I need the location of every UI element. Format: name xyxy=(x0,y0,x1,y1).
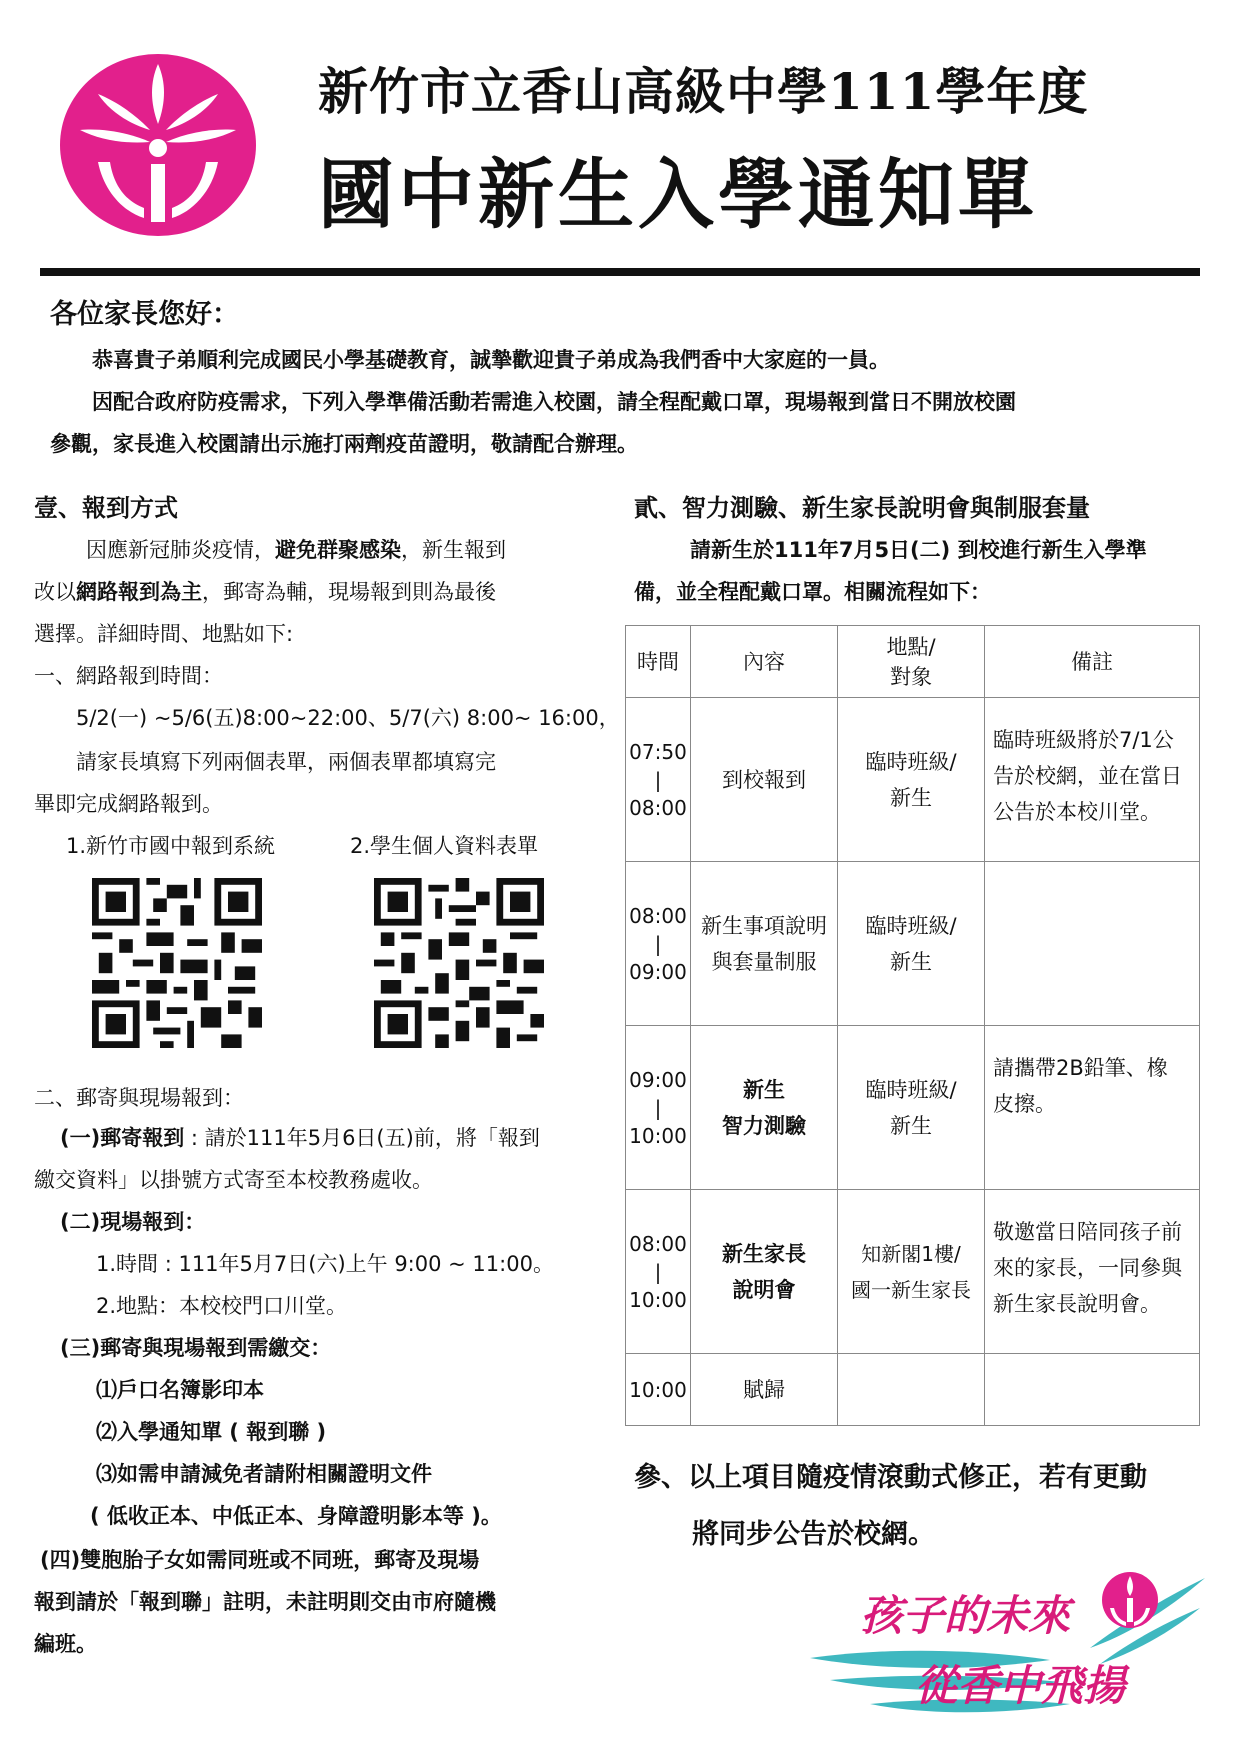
place-cell xyxy=(838,862,985,1026)
section3-title: 參、以上項目隨疫情滾動式修正，若有更動 xyxy=(634,1462,1147,1493)
place-line: 臨時班級/ xyxy=(865,749,957,774)
onsite-time: 1.時間 : 111年5月7日(六)上午 9:00 ~ 11:00。 xyxy=(96,1252,554,1276)
content-line: 智力測驗 xyxy=(722,1113,806,1138)
table-row xyxy=(626,862,1200,1026)
time-start: 08:00 xyxy=(629,1231,687,1256)
content-cell: 賦歸 xyxy=(691,1354,838,1426)
table-row xyxy=(626,1190,1200,1354)
time-cell xyxy=(626,1026,691,1190)
note-cell xyxy=(985,1190,1200,1354)
doc-item-1: ⑴戶口名簿影印本 xyxy=(96,1378,264,1402)
text: ，郵寄為輔，現場報到則為最後 xyxy=(202,580,496,604)
twins-line3: 編班。 xyxy=(34,1632,97,1656)
section1-title: 壹、報到方式 xyxy=(34,494,178,522)
text-bold: 避免群聚感染 xyxy=(275,538,401,562)
mail-title: 二、郵寄與現場報到： xyxy=(34,1086,244,1110)
slogan-line2: 從香中飛揚 xyxy=(915,1661,1126,1710)
content-line: 新生家長 xyxy=(722,1241,806,1266)
time-end: 10:00 xyxy=(629,1123,687,1148)
place-cell xyxy=(838,1026,985,1190)
note-line: 請攜帶2B鉛筆、橡 xyxy=(993,1056,1168,1080)
onsite-title: (二)現場報到： xyxy=(60,1210,206,1234)
time-cell xyxy=(626,862,691,1026)
note-line: 臨時班級將於7/1公 xyxy=(993,728,1174,752)
note-cell xyxy=(985,698,1200,862)
greeting-salutation: 各位家長您好： xyxy=(50,299,239,330)
time-sep: | xyxy=(654,1259,662,1284)
note-cell xyxy=(985,1354,1200,1426)
time-sep: | xyxy=(654,767,662,792)
doc-item-3: ⑶如需申請減免者請附相關證明文件 xyxy=(96,1462,432,1486)
place-line: 臨時班級/ xyxy=(865,1077,957,1102)
content-line: 新生事項說明 xyxy=(701,913,827,938)
qr-code-icon[interactable] xyxy=(92,878,262,1048)
text-bold: 網路報到為主 xyxy=(76,580,202,604)
table-header-cell: 時間 xyxy=(626,626,691,698)
time-start: 09:00 xyxy=(629,1067,687,1092)
time-sep: | xyxy=(654,1095,662,1120)
header-divider xyxy=(40,268,1200,276)
place-line: 新生 xyxy=(890,949,932,974)
place-line: 新生 xyxy=(890,1113,932,1138)
online-desc-line1: 請家長填寫下列兩個表單，兩個表單都填寫完 xyxy=(76,750,496,774)
doc-item-2: ⑵入學通知單 ( 報到聯 ) xyxy=(96,1420,327,1444)
greeting-line1: 恭喜貴子弟順利完成國民小學基礎教育，誠摯歡迎貴子弟成為我們香中大家庭的一員。 xyxy=(92,348,890,372)
section1-para-line1 xyxy=(86,534,506,564)
place-cell xyxy=(838,1190,985,1354)
place-cell xyxy=(838,698,985,862)
table-header-cell: 內容 xyxy=(691,626,838,698)
section2-intro-line1: 請新生於111年7月5日(二) 到校進行新生入學準 xyxy=(690,538,1147,562)
table-row xyxy=(626,1354,1200,1426)
place-cell xyxy=(838,1354,985,1426)
content-line: 說明會 xyxy=(732,1277,796,1302)
section2-title: 貳、智力測驗、新生家長說明會與制服套量 xyxy=(634,494,1090,522)
form2-label: 2.學生個人資料表單 xyxy=(350,834,539,858)
onsite-place: 2.地點：本校校門口川堂。 xyxy=(96,1294,348,1318)
note-line: 公告於本校川堂。 xyxy=(993,800,1161,824)
header-line: 地點/ xyxy=(886,634,936,659)
page-title-line1: 新竹市立香山高級中學111學年度 xyxy=(318,62,1089,121)
doc-item-3-note: ( 低收正本、中低正本、身障證明影本等 )。 xyxy=(90,1504,502,1528)
content-cell xyxy=(691,1026,838,1190)
place-line: 臨時班級/ xyxy=(865,913,957,938)
online-desc-line2: 畢即完成網路報到。 xyxy=(34,792,223,816)
text: 改以 xyxy=(34,580,76,604)
text: : 請於111年5月6日(五)前，將「報到 xyxy=(184,1126,540,1150)
content-line: 新生 xyxy=(743,1077,785,1102)
time-start: 08:00 xyxy=(629,903,687,928)
place-line: 知新閣1樓/ xyxy=(861,1241,961,1266)
mini-emblem-icon xyxy=(1102,1572,1158,1628)
section1-para-line2 xyxy=(34,576,496,606)
content-line: 到校報到 xyxy=(722,767,806,792)
page-title-line2: 國中新生入學通知單 xyxy=(318,150,1038,239)
greeting-line2: 因配合政府防疫需求，下列入學準備活動若需進入校園，請全程配戴口罩，現場報到當日不開放校園 xyxy=(92,390,1016,414)
content-cell xyxy=(691,1190,838,1354)
content-cell xyxy=(691,698,838,862)
note-line: 告於校網，並在當日 xyxy=(993,764,1182,788)
mail1 xyxy=(60,1122,540,1152)
slogan-line1: 孩子的未來 xyxy=(860,1591,1071,1640)
greeting-line3: 參觀，家長進入校園請出示施打兩劑疫苗證明，敬請配合辦理。 xyxy=(50,432,638,456)
note-line: 新生家長說明會。 xyxy=(993,1292,1161,1316)
schedule-table xyxy=(625,625,1200,1426)
online-time: 5/2(一) ~5/6(五)8:00~22:00、5/7(六) 8:00~ 16:00， xyxy=(76,706,620,730)
time-end: 09:00 xyxy=(629,959,687,984)
time-end: 08:00 xyxy=(629,795,687,820)
time-cell xyxy=(626,698,691,862)
table-header-cell: 備註 xyxy=(985,626,1200,698)
school-emblem-icon xyxy=(58,52,258,238)
text: ，新生報到 xyxy=(401,538,506,562)
note-line: 皮擦。 xyxy=(993,1092,1056,1116)
text-bold: (一)郵寄報到 xyxy=(60,1126,185,1150)
form1-label: 1.新竹市國中報到系統 xyxy=(66,834,276,858)
time-cell: 10:00 xyxy=(626,1354,691,1426)
section1-para-line3: 選擇。詳細時間、地點如下: xyxy=(34,622,294,646)
docs-title: (三)郵寄與現場報到需繳交： xyxy=(60,1336,332,1360)
time-cell xyxy=(626,1190,691,1354)
content-cell xyxy=(691,862,838,1026)
time-sep: | xyxy=(654,931,662,956)
table-row xyxy=(626,1026,1200,1190)
content-line: 與套量制服 xyxy=(711,949,817,974)
note-cell xyxy=(985,1026,1200,1190)
place-line: 新生 xyxy=(890,785,932,810)
table-row xyxy=(626,698,1200,862)
note-line: 敬邀當日陪同孩子前 xyxy=(993,1220,1182,1244)
place-line: 國一新生家長 xyxy=(851,1277,971,1302)
header-line: 對象 xyxy=(890,664,932,689)
twins-line2: 報到請於「報到聯」註明，未註明則交由市府隨機 xyxy=(34,1590,496,1614)
table-header-cell xyxy=(838,626,985,698)
slogan-graphic xyxy=(800,1548,1210,1748)
time-start: 07:50 xyxy=(629,739,687,764)
table-header-row xyxy=(626,626,1200,698)
section3-sub: 將同步公告於校網。 xyxy=(692,1519,935,1550)
note-line: 來的家長，一同參與 xyxy=(993,1256,1182,1280)
qr-code-icon[interactable] xyxy=(374,878,544,1048)
note-cell xyxy=(985,862,1200,1026)
mail1-line2: 繳交資料」以掛號方式寄至本校教務處收。 xyxy=(34,1168,433,1192)
twins-line1: (四)雙胞胎子女如需同班或不同班，郵寄及現場 xyxy=(40,1548,480,1572)
text: 因應新冠肺炎疫情， xyxy=(86,538,275,562)
online-title: 一、網路報到時間： xyxy=(34,664,223,688)
time-end: 10:00 xyxy=(629,1287,687,1312)
section2-intro-line2: 備，並全程配戴口罩。相關流程如下： xyxy=(634,580,991,604)
